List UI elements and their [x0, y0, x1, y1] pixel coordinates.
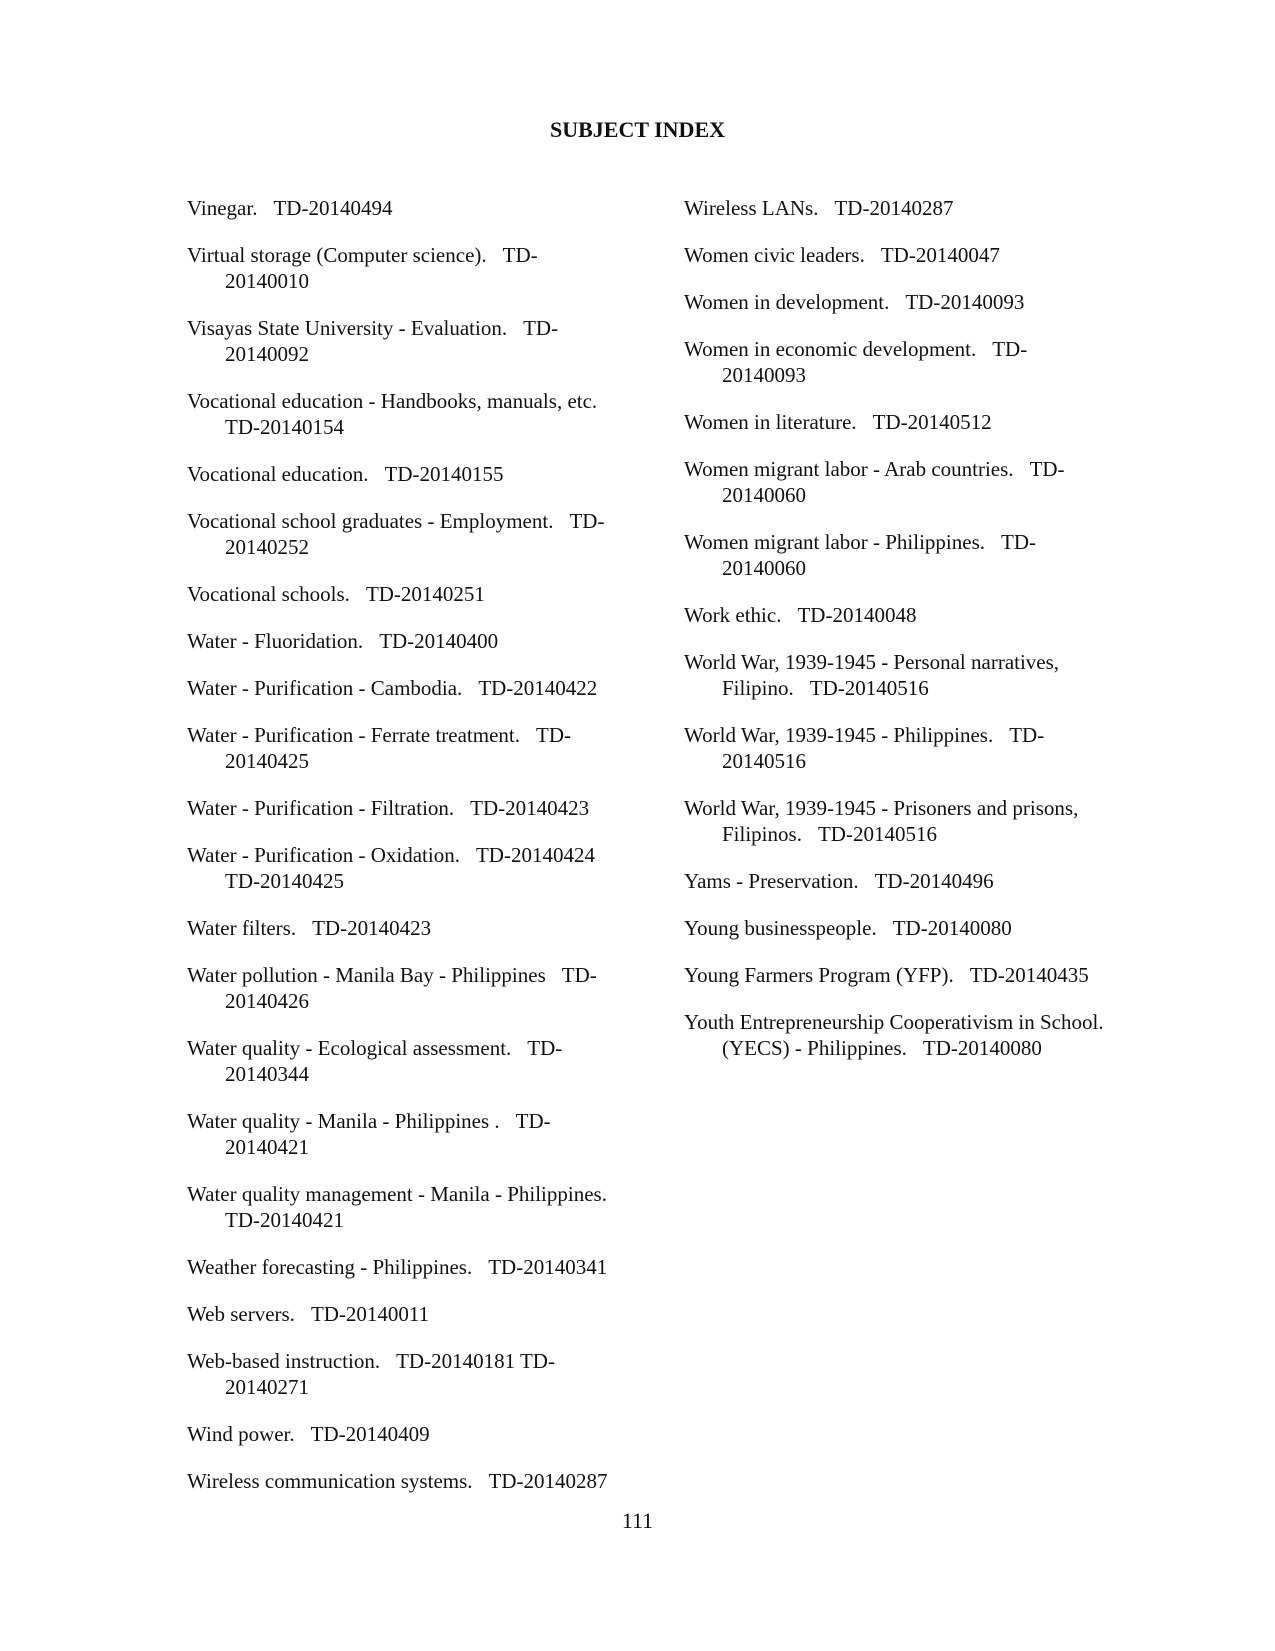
- index-entry: [187, 315, 657, 367]
- page-number: 111: [621, 1508, 654, 1533]
- index-term: Women in economic development.: [684, 337, 977, 361]
- document-code: TD-: [515, 1109, 551, 1133]
- index-entry: [684, 602, 1164, 628]
- index-term: Wind power.: [187, 1422, 295, 1446]
- index-entry: [187, 915, 657, 941]
- index-term: Women civic leaders.: [684, 243, 865, 267]
- document-code: TD-20140512: [872, 410, 992, 434]
- index-entry: [684, 795, 1164, 847]
- index-term: Virtual storage (Computer science).: [187, 243, 487, 267]
- index-term: Yams - Preservation.: [684, 869, 859, 893]
- document-code: TD-: [992, 337, 1028, 361]
- document-code-cont: 20140093: [722, 363, 806, 387]
- document-code: TD-20140154: [225, 415, 344, 439]
- index-entry: [187, 242, 657, 294]
- index-entry: [187, 1254, 657, 1280]
- index-entry: [684, 195, 1164, 221]
- document-code-cont: 20140426: [225, 989, 309, 1013]
- index-term: Water quality - Manila - Philippines .: [187, 1109, 500, 1133]
- index-entry: [187, 461, 657, 487]
- document-code: TD-20140341: [488, 1255, 608, 1279]
- index-entry: [684, 409, 1164, 435]
- index-entry: [187, 1181, 657, 1233]
- document-code-cont: 20140252: [225, 535, 309, 559]
- index-entry: [684, 289, 1164, 315]
- index-term: Weather forecasting - Philippines.: [187, 1255, 473, 1279]
- index-term: Water - Purification - Ferrate treatment.: [187, 723, 520, 747]
- document-code-cont: 20140271: [225, 1375, 309, 1399]
- index-term-cont: Filipinos.: [722, 822, 802, 846]
- document-code-cont: 20140060: [722, 483, 806, 507]
- document-code: TD-20140516: [817, 822, 937, 846]
- document-code-cont: 20140092: [225, 342, 309, 366]
- index-entry: [187, 675, 657, 701]
- document-code: TD-20140424: [475, 843, 595, 867]
- index-entry: [187, 195, 657, 221]
- index-term: Vinegar.: [187, 196, 258, 220]
- document-code-cont: 20140421: [225, 1135, 309, 1159]
- document-code: TD-20140423: [312, 916, 432, 940]
- document-code: TD-: [561, 963, 597, 987]
- index-term: Youth Entrepreneurship Cooperativism in School.: [684, 1010, 1104, 1034]
- index-term: Web-based instruction.: [187, 1349, 381, 1373]
- index-term: Water quality management - Manila - Philippines.: [187, 1182, 607, 1206]
- index-term-cont: Filipino.: [722, 676, 794, 700]
- index-entry: [187, 388, 657, 440]
- index-entry: [187, 628, 657, 654]
- index-term: World War, 1939-1945 - Philippines.: [684, 723, 994, 747]
- document-code-cont: 20140425: [225, 749, 309, 773]
- document-code: TD-20140181 TD-: [396, 1349, 555, 1373]
- index-entry: [684, 962, 1164, 988]
- index-term: Young businesspeople.: [684, 916, 877, 940]
- index-column-left: [187, 195, 657, 1515]
- index-column-right: [684, 195, 1164, 1082]
- index-entry: [187, 842, 657, 894]
- document-code-cont: 20140516: [722, 749, 806, 773]
- index-term: Water - Purification - Filtration.: [187, 796, 455, 820]
- index-term: Visayas State University - Evaluation.: [187, 316, 508, 340]
- index-entry: [684, 649, 1164, 701]
- index-term: Vocational schools.: [187, 582, 350, 606]
- index-entry: [684, 336, 1164, 388]
- index-term: World War, 1939-1945 - Personal narratives,: [684, 650, 1060, 674]
- document-code: TD-: [527, 1036, 563, 1060]
- document-code: TD-20140287: [834, 196, 954, 220]
- document-code: TD-: [502, 243, 538, 267]
- index-term-cont: (YECS) - Philippines.: [722, 1036, 907, 1060]
- index-term: Women in literature.: [684, 410, 857, 434]
- index-entry: [187, 1108, 657, 1160]
- document-code: TD-20140494: [273, 196, 393, 220]
- document-code: TD-20140048: [797, 603, 917, 627]
- index-term: Young Farmers Program (YFP).: [684, 963, 954, 987]
- index-entry: [684, 1009, 1164, 1061]
- index-entry: [187, 1348, 657, 1400]
- document-code: TD-20140496: [874, 869, 994, 893]
- index-entry: [684, 242, 1164, 268]
- document-code: TD-: [523, 316, 559, 340]
- document-code: TD-20140422: [478, 676, 598, 700]
- document-code: TD-20140409: [310, 1422, 430, 1446]
- document-code: TD-: [1029, 457, 1065, 481]
- index-entry: [187, 1421, 657, 1447]
- index-term: Water - Fluoridation.: [187, 629, 364, 653]
- index-term: Work ethic.: [684, 603, 782, 627]
- index-entry: [187, 508, 657, 560]
- index-entry: [684, 915, 1164, 941]
- document-code: TD-20140425: [225, 869, 344, 893]
- index-entry: [187, 1468, 657, 1494]
- index-entry: [187, 1035, 657, 1087]
- index-entry: [187, 795, 657, 821]
- index-term: Web servers.: [187, 1302, 295, 1326]
- document-code: TD-20140093: [905, 290, 1025, 314]
- document-code: TD-: [1001, 530, 1037, 554]
- index-term: World War, 1939-1945 - Prisoners and prisons,: [684, 796, 1079, 820]
- index-term: Water pollution - Manila Bay - Philippines: [187, 963, 546, 987]
- index-entry: [187, 581, 657, 607]
- index-entry: [684, 722, 1164, 774]
- document-code-cont: 20140060: [722, 556, 806, 580]
- document-code-cont: 20140010: [225, 269, 309, 293]
- index-term: Women in development.: [684, 290, 890, 314]
- document-code: TD-: [536, 723, 571, 747]
- index-term: Vocational education.: [187, 462, 369, 486]
- document-code: TD-: [569, 509, 605, 533]
- index-entry: [684, 529, 1164, 581]
- document-code: TD-: [1009, 723, 1045, 747]
- index-term: Women migrant labor - Philippines.: [684, 530, 986, 554]
- index-term: Women migrant labor - Arab countries.: [684, 457, 1014, 481]
- document-code: TD-20140423: [470, 796, 590, 820]
- document-code-cont: 20140344: [225, 1062, 309, 1086]
- index-entry: [187, 722, 657, 774]
- index-term: Wireless communication systems.: [187, 1469, 473, 1493]
- index-term: Water quality - Ecological assessment.: [187, 1036, 512, 1060]
- document-code: TD-20140287: [488, 1469, 608, 1493]
- index-term: Vocational school graduates - Employment.: [187, 509, 554, 533]
- index-entry: [187, 1301, 657, 1327]
- document-code: TD-20140400: [379, 629, 499, 653]
- index-term: Wireless LANs.: [684, 196, 819, 220]
- document-code: TD-20140011: [310, 1302, 430, 1326]
- index-term: Vocational education - Handbooks, manuals, etc.: [187, 389, 598, 413]
- index-entry: [684, 868, 1164, 894]
- index-term: Water - Purification - Cambodia.: [187, 676, 463, 700]
- page-title: SUBJECT INDEX: [549, 117, 726, 142]
- document-code: TD-20140516: [809, 676, 929, 700]
- document-code: TD-20140435: [969, 963, 1089, 987]
- index-term: Water filters.: [187, 916, 297, 940]
- document-code: TD-20140080: [922, 1036, 1042, 1060]
- document-code: TD-20140251: [365, 582, 485, 606]
- index-term: Water - Purification - Oxidation.: [187, 843, 460, 867]
- document-code: TD-20140047: [880, 243, 1000, 267]
- document-code: TD-20140421: [225, 1208, 344, 1232]
- document-code: TD-20140080: [892, 916, 1012, 940]
- index-entry: [187, 962, 657, 1014]
- index-entry: [684, 456, 1164, 508]
- document-code: TD-20140155: [384, 462, 504, 486]
